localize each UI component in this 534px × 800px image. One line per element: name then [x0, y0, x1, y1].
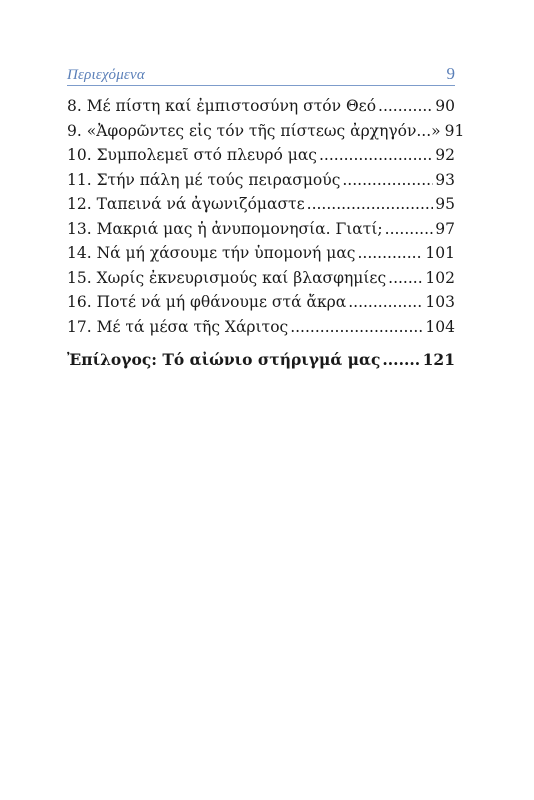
- dot-leader: [385, 220, 434, 238]
- toc-entry: [67, 318, 455, 343]
- toc-entry-label: 11. Στήν πάλη μέ τούς πειρασμούς: [67, 170, 341, 189]
- dot-leader: [348, 293, 423, 311]
- dot-leader: [388, 269, 423, 287]
- toc-entry-page: 93: [435, 170, 455, 189]
- dot-leader: [342, 171, 433, 189]
- toc-entry: [67, 195, 455, 220]
- toc-entry-label: 15. Χωρίς ἐκνευρισμούς καί βλασφημίες: [67, 268, 387, 287]
- running-header: [67, 64, 455, 84]
- toc-entry-page: 102: [425, 268, 455, 287]
- header-title: Περιεχόμενα: [67, 67, 145, 83]
- toc-entry-label: 17. Μέ τά μέσα τῆς Χάριτος: [67, 317, 289, 336]
- toc-entry-page: 104: [425, 317, 455, 336]
- toc-entry: [67, 121, 465, 147]
- toc-epilogue-label: Ἐπίλογος: Τό αἰώνιο στήριγμά μας: [67, 350, 381, 369]
- toc-entry-label: 14. Νά μή χάσουμε τήν ὑπομονή μας: [67, 244, 356, 262]
- toc-entry: [67, 269, 455, 294]
- toc-entry-label: 13. Μακριά μας ἡ ἀνυπομονησία. Γιατί;: [67, 219, 383, 238]
- toc-entry: [67, 220, 455, 245]
- toc-entry: [67, 97, 455, 122]
- toc-entry-page: 97: [435, 219, 455, 238]
- dot-leader: [290, 318, 423, 336]
- dot-leader: [382, 350, 420, 369]
- toc-entry-page: 90: [435, 97, 455, 115]
- toc-entry-label: 10. Συμπολεμεῖ στό πλευρό μας: [67, 146, 317, 164]
- header-page-number: 9: [446, 64, 455, 83]
- toc-entry: [67, 244, 455, 269]
- toc-entry-label: 16. Ποτέ νά μή φθάνουμε στά ἄκρα: [67, 293, 347, 311]
- toc-entry-label: 9. «Ἀφορῶντες εἰς τόν τῆς πίστεως ἀρχηγόν...»: [67, 121, 441, 140]
- toc-entry-page: 101: [425, 244, 455, 262]
- toc-entry-page: 103: [425, 293, 455, 311]
- dot-leader: [378, 97, 433, 115]
- toc-entry-label: 12. Ταπεινά νά ἀγωνιζόμαστε: [67, 195, 305, 213]
- toc-entry: [67, 146, 455, 171]
- toc-entry-page: 92: [435, 146, 455, 164]
- toc-entry: [67, 293, 455, 318]
- dot-leader: [357, 244, 423, 262]
- dot-leader: [307, 195, 434, 213]
- toc-entry-label: 8. Μέ πίστη καί ἐμπιστοσύνη στόν Θεό: [67, 97, 377, 115]
- toc-entry: [67, 171, 455, 196]
- toc-epilogue-entry: [67, 350, 455, 375]
- toc-entry-page: 91: [444, 121, 465, 140]
- table-of-contents: [67, 97, 465, 375]
- toc-epilogue-page: 121: [422, 350, 455, 369]
- toc-entry-page: 95: [435, 195, 455, 213]
- dot-leader: [319, 146, 433, 164]
- header-rule: [67, 85, 455, 86]
